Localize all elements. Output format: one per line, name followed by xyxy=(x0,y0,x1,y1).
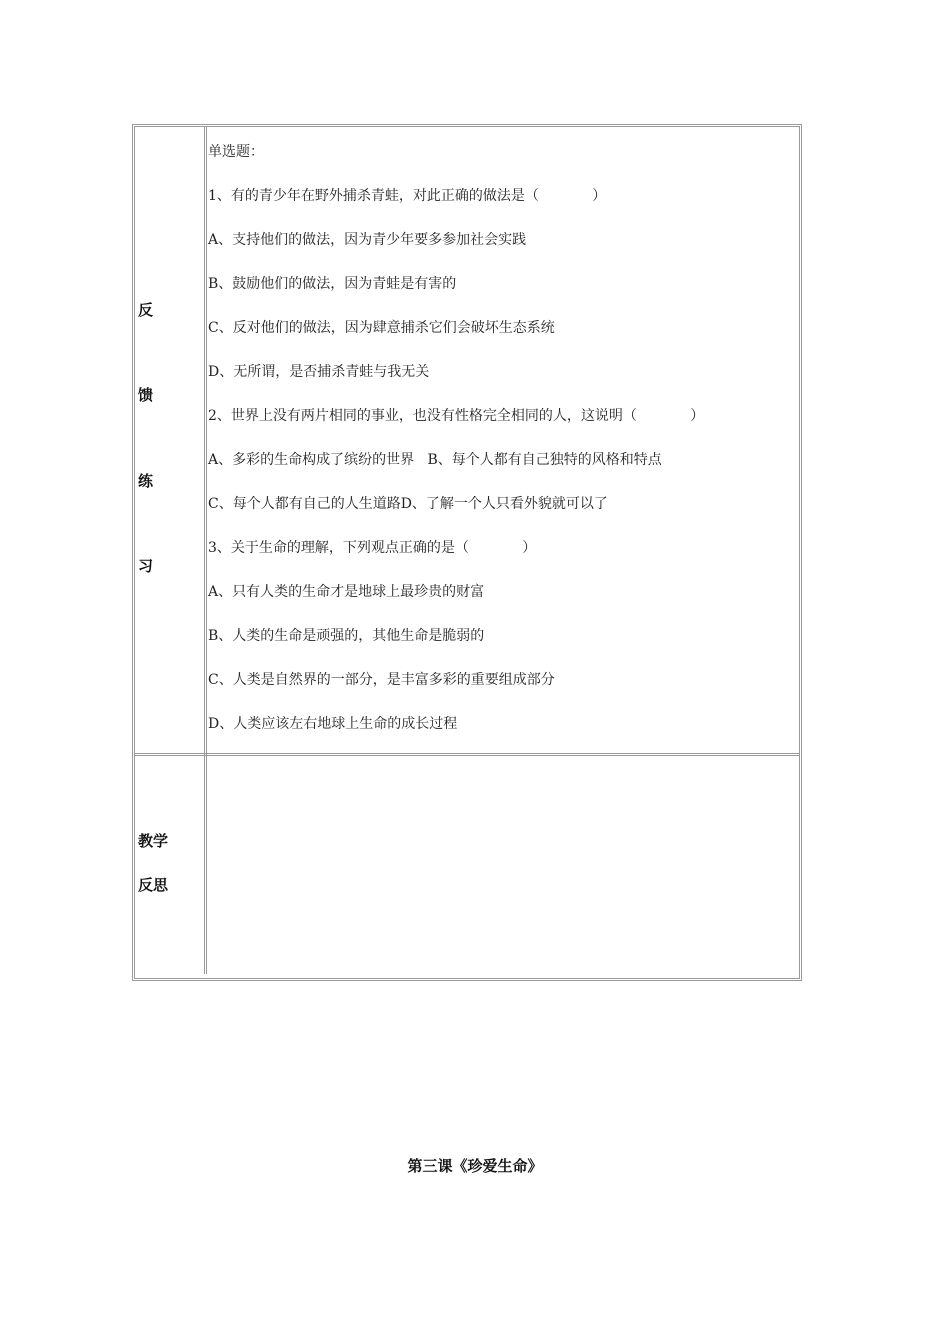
question-1-option-d: D、无所谓，是否捕杀青蛙与我无关 xyxy=(208,364,430,380)
question-1-option-a: A、支持他们的做法，因为青少年要多参加社会实践 xyxy=(208,232,527,248)
question-section-heading: 单选题： xyxy=(208,144,264,160)
question-2-options-cd: C、每个人都有自己的人生道路D、了解一个人只看外貌就可以了 xyxy=(208,496,608,512)
lesson-table xyxy=(132,124,802,981)
lesson-title: 第三课《珍爱生命》 xyxy=(407,1157,543,1175)
teaching-reflection-row xyxy=(135,758,799,978)
question-3-option-b: B、人类的生命是顽强的，其他生命是脆弱的 xyxy=(208,628,485,644)
feedback-label-char-3: 练 xyxy=(138,472,154,490)
question-2-options-ab: A、多彩的生命构成了缤纷的世界 B、每个人都有自己独特的风格和特点 xyxy=(208,452,662,468)
question-1-stem: 1、有的青少年在野外捕杀青蛙，对此正确的做法是（ ） xyxy=(208,188,607,204)
reflection-label-line-1: 教学 xyxy=(138,832,169,850)
question-2-stem: 2、世界上没有两片相同的事业，也没有性格完全相同的人，这说明（ ） xyxy=(208,408,705,424)
question-3-option-c: C、人类是自然界的一部分，是丰富多彩的重要组成部分 xyxy=(208,672,555,688)
question-1-option-c: C、反对他们的做法，因为肆意捕杀它们会破坏生态系统 xyxy=(208,320,555,336)
feedback-practice-row xyxy=(135,127,799,755)
question-1-option-b: B、鼓励他们的做法，因为青蛙是有害的 xyxy=(208,276,457,292)
question-3-option-a: A、只有人类的生命才是地球上最珍贵的财富 xyxy=(208,584,485,600)
feedback-label-char-4: 习 xyxy=(138,557,154,575)
question-3-stem: 3、关于生命的理解，下列观点正确的是（ ） xyxy=(208,540,537,556)
question-3-option-d: D、人类应该左右地球上生命的成长过程 xyxy=(208,716,458,732)
feedback-label-char-1: 反 xyxy=(138,301,154,319)
reflection-label-line-2: 反思 xyxy=(138,876,169,894)
feedback-label-char-2: 馈 xyxy=(138,386,154,404)
